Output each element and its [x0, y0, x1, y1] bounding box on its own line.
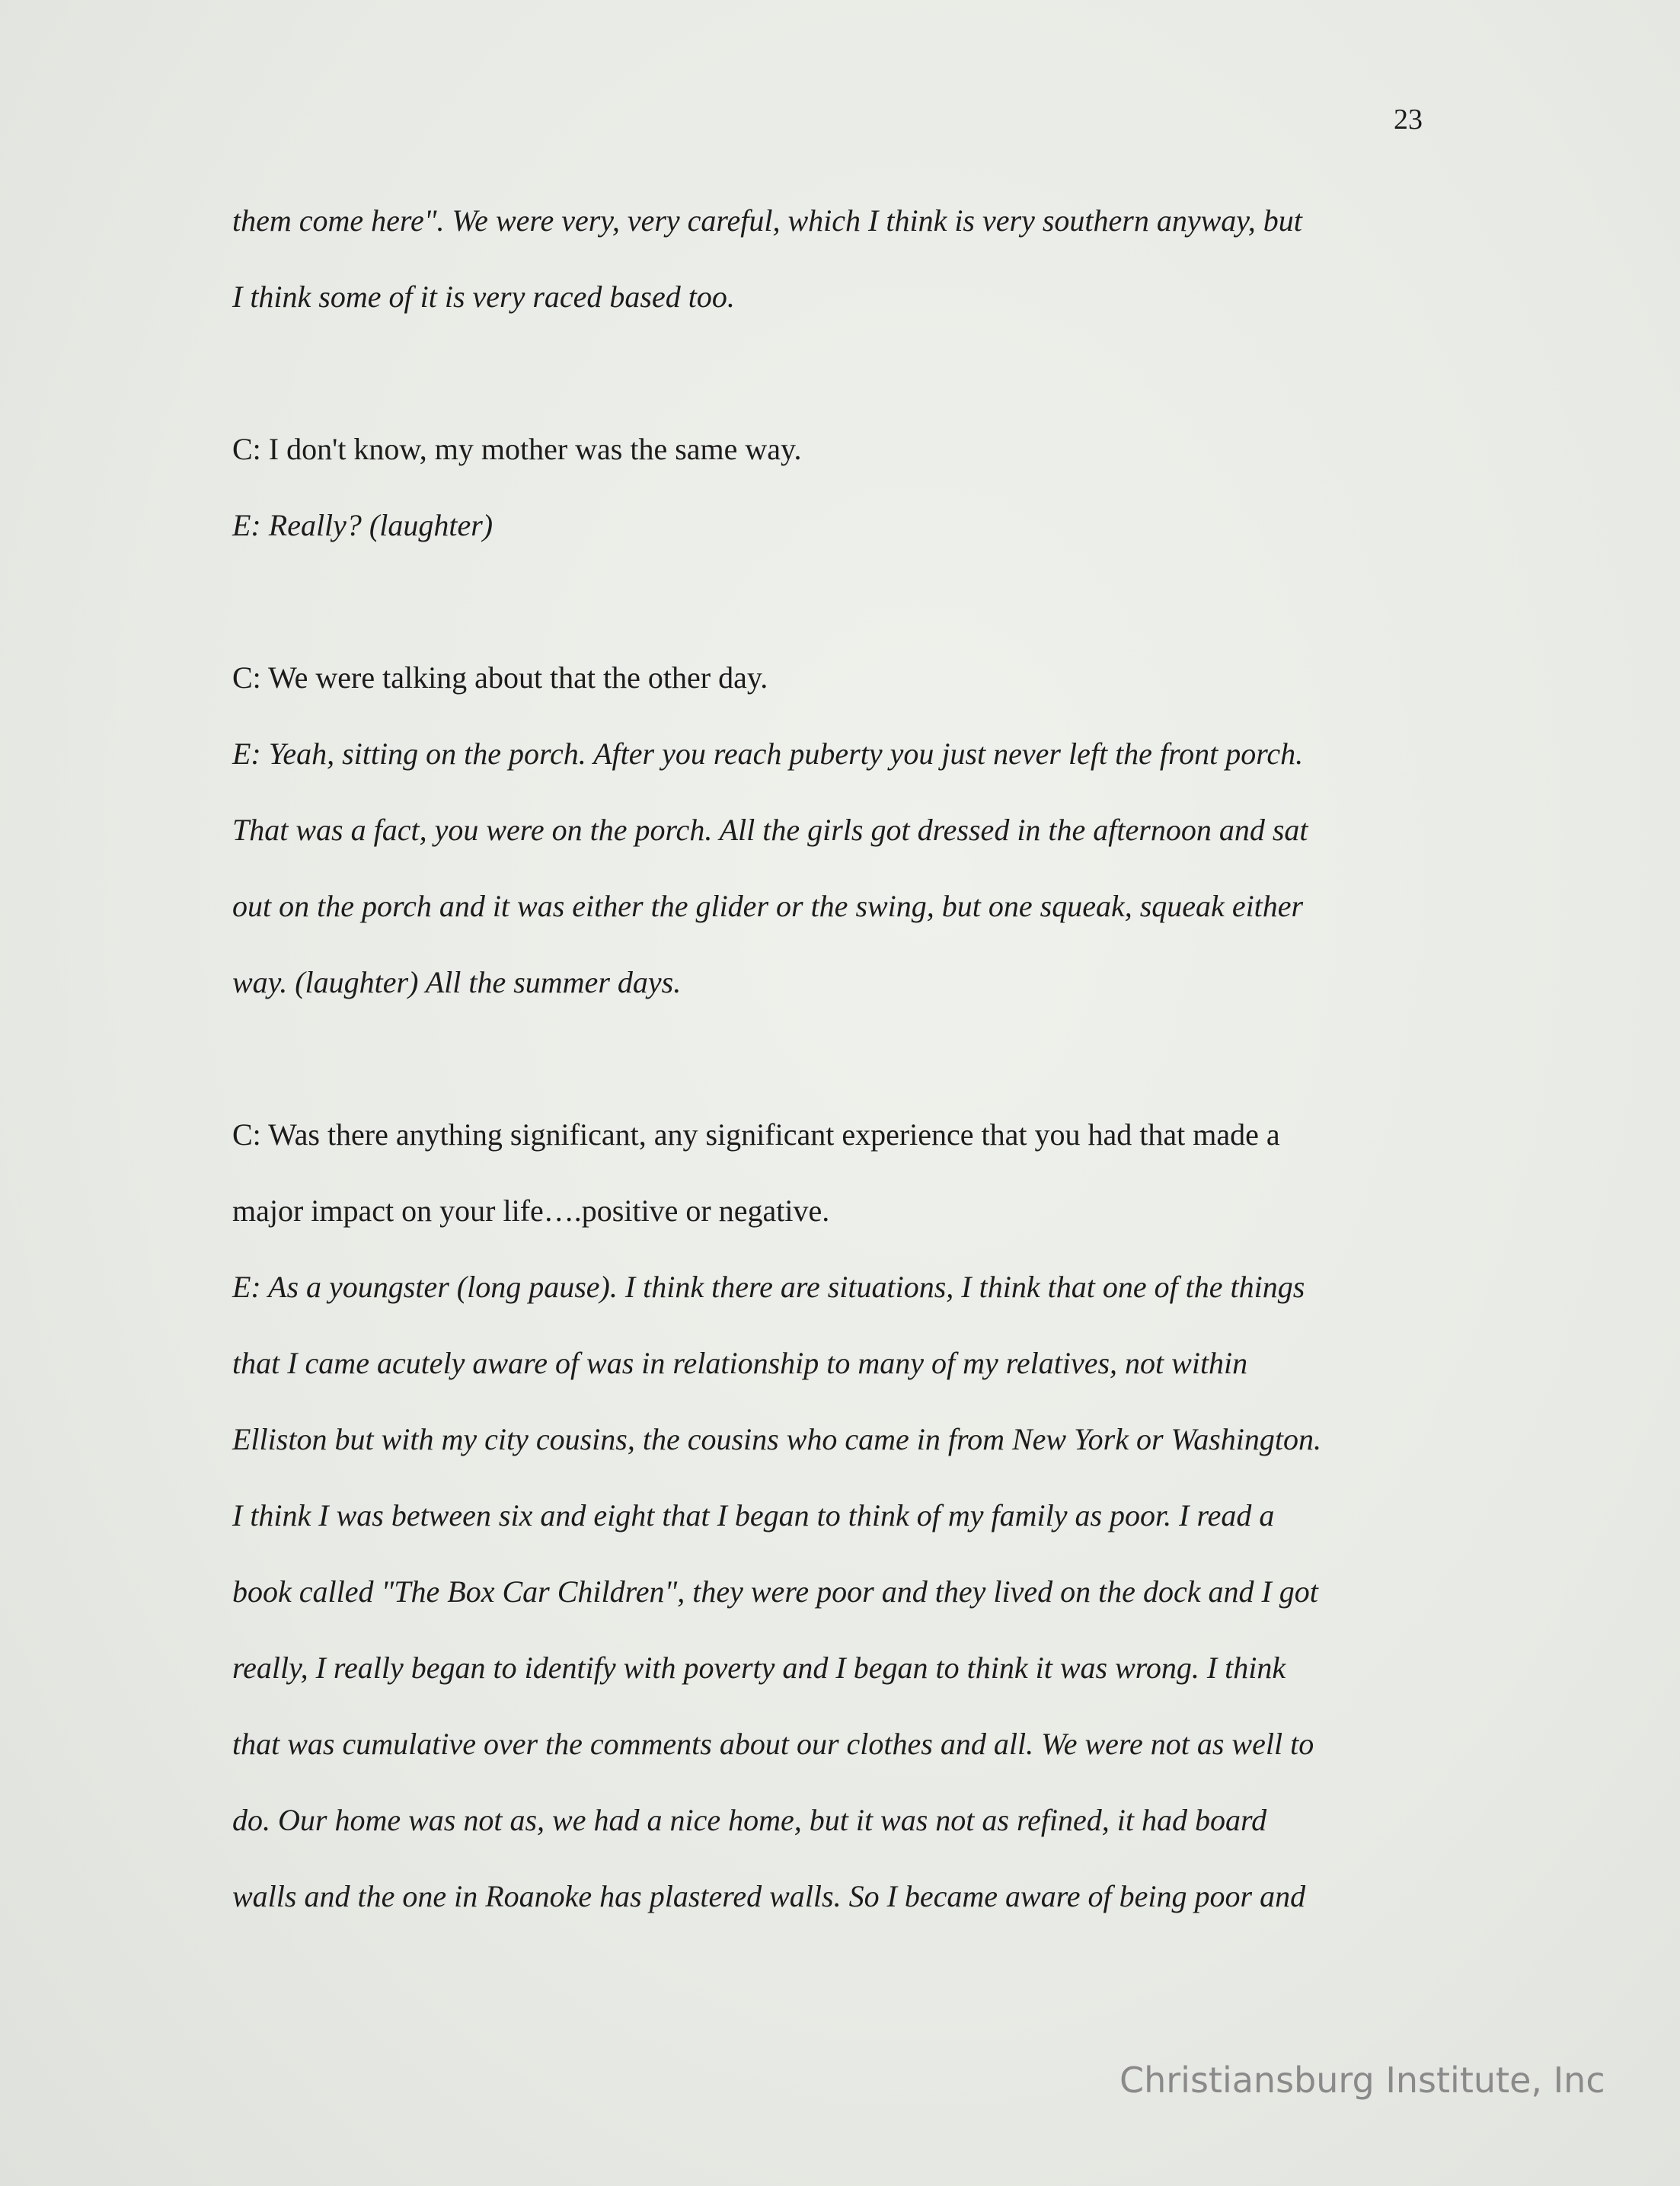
transcript-line: C: We were talking about that the other day.	[232, 660, 768, 695]
transcript-line: do. Our home was not as, we had a nice home, but it was not as refined, it had board	[232, 1803, 1267, 1837]
transcript-line: out on the porch and it was either the glider or the swing, but one squeak, squeak either	[232, 889, 1304, 923]
transcript-line: way. (laughter) All the summer days.	[232, 965, 682, 999]
transcript-line: That was a fact, you were on the porch. All the girls got dressed in the afternoon and sat	[232, 813, 1308, 847]
transcript-line: Elliston but with my city cousins, the cousins who came in from New York or Washington.	[232, 1422, 1321, 1456]
transcript-line: E: Really? (laughter)	[232, 508, 493, 542]
page-number: 23	[1394, 104, 1423, 136]
transcript-line: that I came acutely aware of was in relationship to many of my relatives, not within	[232, 1346, 1248, 1380]
transcript-line: book called "The Box Car Children", they were poor and they lived on the dock and I got	[232, 1574, 1318, 1609]
watermark: Christiansburg Institute, Inc	[1119, 2060, 1605, 2101]
transcript-line: them come here". We were very, very careful, which I think is very southern anyway, but	[232, 203, 1302, 238]
transcript-line: walls and the one in Roanoke has plastered walls. So I became aware of being poor and	[232, 1879, 1306, 1913]
transcript-line: I think some of it is very raced based too.	[232, 280, 735, 314]
transcript-line: E: As a youngster (long pause). I think there are situations, I think that one of the things	[232, 1270, 1305, 1304]
transcript-line: C: Was there anything significant, any significant experience that you had that made a	[232, 1117, 1280, 1152]
transcript-line: E: Yeah, sitting on the porch. After you reach puberty you just never left the front porch.	[232, 737, 1304, 771]
transcript-line: really, I really began to identify with poverty and I began to think it was wrong. I think	[232, 1651, 1286, 1685]
transcript-line: major impact on your life….positive or negative.	[232, 1194, 830, 1228]
transcript-line: I think I was between six and eight that I began to think of my family as poor. I read a	[232, 1498, 1275, 1532]
transcript-line: C: I don't know, my mother was the same way.	[232, 432, 802, 466]
transcript-line: that was cumulative over the comments about our clothes and all. We were not as well to	[232, 1727, 1314, 1761]
